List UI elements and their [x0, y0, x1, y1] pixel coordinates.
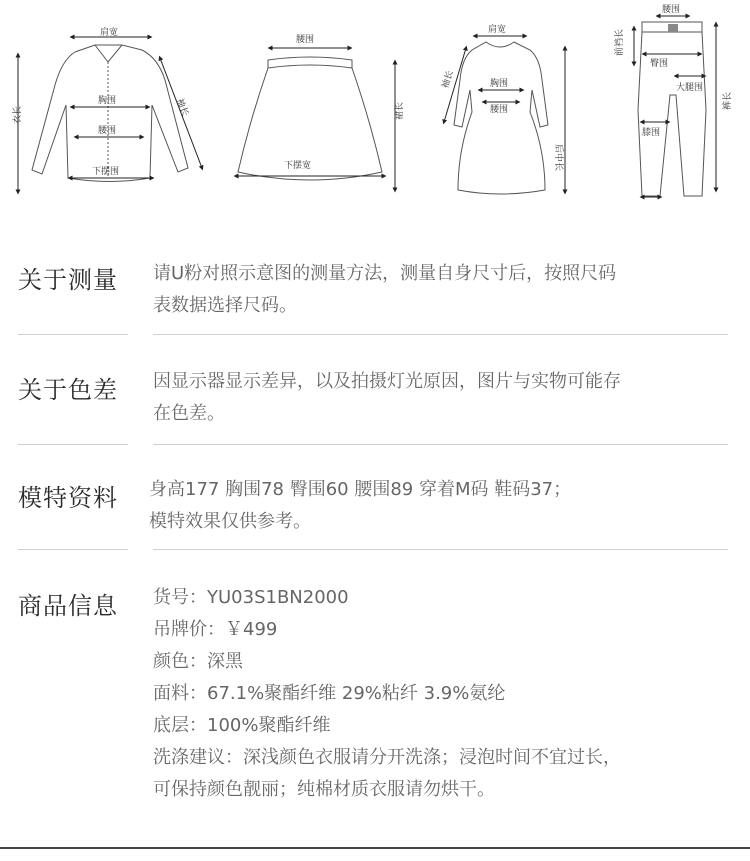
divider-right-3: [153, 549, 728, 550]
measurement-diagrams: [0, 0, 750, 215]
color-line-2: 在色差。: [153, 403, 225, 424]
dress-diagram: [444, 36, 565, 194]
product-sku: 货号：YU03S1BN2000: [153, 587, 349, 608]
product-text: [153, 582, 621, 806]
model-line-2: 模特效果仅供参考。: [149, 511, 311, 532]
product-price: 吊牌价：￥499: [153, 619, 278, 640]
dress-bust-label: 胸围: [490, 79, 509, 89]
color-text: [153, 366, 621, 430]
pants-waist-label: 腰围: [662, 5, 681, 15]
measurement-line-2: 表数据选择尺码。: [153, 295, 297, 316]
pants-hip-label: 臀围: [650, 59, 669, 69]
product-lining: 底层：100%聚酯纤维: [153, 715, 331, 736]
divider-left-3: [18, 549, 128, 550]
bottom-rule: [0, 847, 750, 849]
product-fabric: 面料：67.1%聚酯纤维 29%粘纤 3.9%氨纶: [153, 683, 506, 704]
measurement-section: [0, 250, 750, 340]
product-section: [0, 580, 750, 820]
shirt-length-label: 衣长: [13, 105, 23, 124]
product-heading: 商品信息: [18, 592, 118, 620]
dress-back-length-label: 后中长: [553, 144, 563, 172]
product-care-1: 洗涤建议：深浅颜色衣服请分开洗涤；浸泡时间不宜过长，: [153, 747, 621, 768]
model-heading: 模特资料: [18, 484, 118, 512]
skirt-waist-label: 腰围: [296, 35, 315, 45]
model-text: [149, 474, 571, 538]
measurement-heading: 关于测量: [18, 266, 118, 294]
dress-waist-label: 腰围: [490, 105, 509, 115]
pants-thigh-label: 大腿围: [676, 83, 704, 93]
pants-rise-label: 前裆长: [615, 28, 625, 56]
model-section: [0, 470, 750, 550]
color-line-1: 因显示器显示差异，以及拍摄灯光原因，图片与实物可能存: [153, 371, 621, 392]
divider-right-1: [153, 334, 728, 335]
color-heading: 关于色差: [18, 376, 118, 404]
model-line-1: 身高177 胸围78 臀围60 腰围89 穿着M码 鞋码37；: [149, 479, 572, 500]
skirt-hem-label: 下摆宽: [284, 161, 312, 171]
divider-left-1: [18, 334, 128, 335]
shirt-shoulder-label: 肩宽: [100, 28, 119, 38]
dress-sleeve-label: 袖长: [440, 69, 456, 90]
product-care-2: 可保持颜色靓丽；纯棉材质衣服请勿烘干。: [153, 779, 495, 800]
divider-left-2: [18, 444, 128, 445]
pants-knee-label: 膝围: [642, 128, 661, 138]
shirt-sleeve-label: 袖长: [174, 97, 190, 118]
color-section: [0, 360, 750, 450]
pants-diagram: [634, 16, 716, 197]
skirt-diagram: [236, 48, 395, 190]
measurement-line-1: 请U粉对照示意图的测量方法，测量自身尺寸后，按照尺码: [153, 263, 617, 284]
dress-shoulder-label: 肩宽: [488, 25, 507, 35]
divider-right-2: [153, 444, 728, 445]
shirt-waist-label: 腰围: [98, 126, 117, 136]
pants-length-label: 裤长: [723, 91, 733, 110]
measurement-text: [153, 258, 616, 322]
shirt-hem-label: 下摆围: [92, 167, 120, 177]
skirt-length-label: 裙长: [395, 101, 405, 120]
shirt-bust-label: 胸围: [98, 96, 117, 106]
product-color: 颜色：深黑: [153, 651, 243, 672]
